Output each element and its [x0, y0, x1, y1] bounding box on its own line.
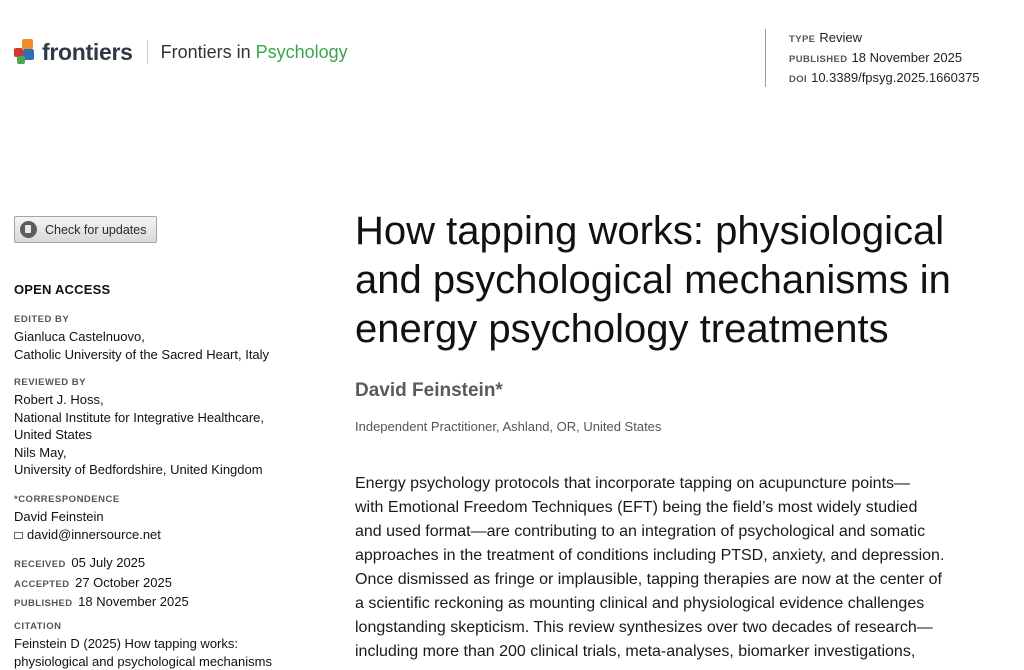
accepted-date: ACCEPTED 27 October 2025: [14, 574, 314, 594]
meta-type: TYPE Review: [789, 29, 980, 49]
open-access-label: OPEN ACCESS: [14, 282, 110, 297]
frontiers-logo-icon: [14, 39, 38, 65]
meta-published: PUBLISHED 18 November 2025: [789, 49, 980, 69]
correspondence-email[interactable]: [14, 526, 314, 544]
check-for-updates-button[interactable]: Check for updates: [14, 216, 157, 243]
abstract: [355, 472, 1000, 664]
correspondence-name: David Feinstein: [14, 508, 314, 526]
abstract-line: Once dismissed as fringe or implausible, tapping therapies are now at the center of: [355, 568, 1000, 592]
reviewer-name: Robert J. Hoss,: [14, 391, 314, 409]
dates-section: [14, 554, 314, 613]
received-date: RECEIVED 05 July 2025: [14, 554, 314, 574]
article-title: How tapping works: physiological and psychological mechanisms in energy psychology treatments: [355, 207, 1015, 354]
doi-link[interactable]: 10.3389/fpsyg.2025.1660375: [811, 70, 979, 85]
citation-text: physiological and psychological mechanisms: [14, 653, 314, 670]
meta-doi[interactable]: DOI 10.3389/fpsyg.2025.1660375: [789, 69, 980, 89]
frontiers-brand[interactable]: [14, 36, 348, 68]
article-meta: [765, 29, 980, 87]
citation-text: Feinstein D (2025) How tapping works:: [14, 635, 314, 653]
reviewer-affiliation: United States: [14, 426, 314, 444]
reviewer-affiliation: National Institute for Integrative Healthcare,: [14, 409, 314, 427]
abstract-line: with Emotional Freedom Techniques (EFT) being the field’s most widely studied: [355, 496, 1000, 520]
editor-name: Gianluca Castelnuovo,: [14, 328, 314, 346]
edited-by-section: EDITED BY Gianluca Castelnuovo, Catholic University of the Sacred Heart, Italy: [14, 313, 314, 363]
brand-divider: [147, 40, 148, 64]
frontiers-logo-text: frontiers: [42, 39, 133, 66]
abstract-line: longstanding skepticism. This review synthesizes over two decades of research—: [355, 616, 1000, 640]
abstract-line: a scientific reckoning as mounting clinical and physiological evidence challenges: [355, 592, 1000, 616]
journal-name: [161, 42, 348, 63]
correspondence-section: *CORRESPONDENCE David Feinstein david@innersource.net: [14, 493, 314, 543]
reviewer-name: Nils May,: [14, 444, 314, 462]
author-name[interactable]: David Feinstein*: [355, 380, 503, 402]
editor-affiliation: Catholic University of the Sacred Heart, Italy: [14, 346, 314, 364]
reviewed-by-section: REVIEWED BY Robert J. Hoss, National Institute for Integrative Healthcare, United States Nils May, University of Bedfordshire, United Kingdom: [14, 376, 314, 479]
citation-section: CITATION Feinstein D (2025) How tapping works: physiological and psychological mechanisms: [14, 620, 314, 670]
bookmark-icon: [20, 221, 37, 238]
abstract-line: approaches in the treatment of conditions including PTSD, anxiety, and depression.: [355, 544, 1000, 568]
reviewer-affiliation: University of Bedfordshire, United Kingdom: [14, 461, 314, 479]
author-affiliation: Independent Practitioner, Ashland, OR, United States: [355, 419, 661, 434]
journal-accent: Psychology: [256, 42, 348, 62]
journal-prefix: Frontiers in: [161, 42, 256, 62]
published-date: PUBLISHED 18 November 2025: [14, 593, 314, 613]
abstract-line: including more than 200 clinical trials, meta-analyses, biomarker investigations,: [355, 640, 1000, 664]
envelope-icon: [14, 532, 23, 539]
email-link[interactable]: david@innersource.net: [27, 527, 161, 542]
abstract-line: and used format—are contributing to an integration of psychological and somatic: [355, 520, 1000, 544]
abstract-line: Energy psychology protocols that incorporate tapping on acupuncture points—: [355, 472, 1000, 496]
